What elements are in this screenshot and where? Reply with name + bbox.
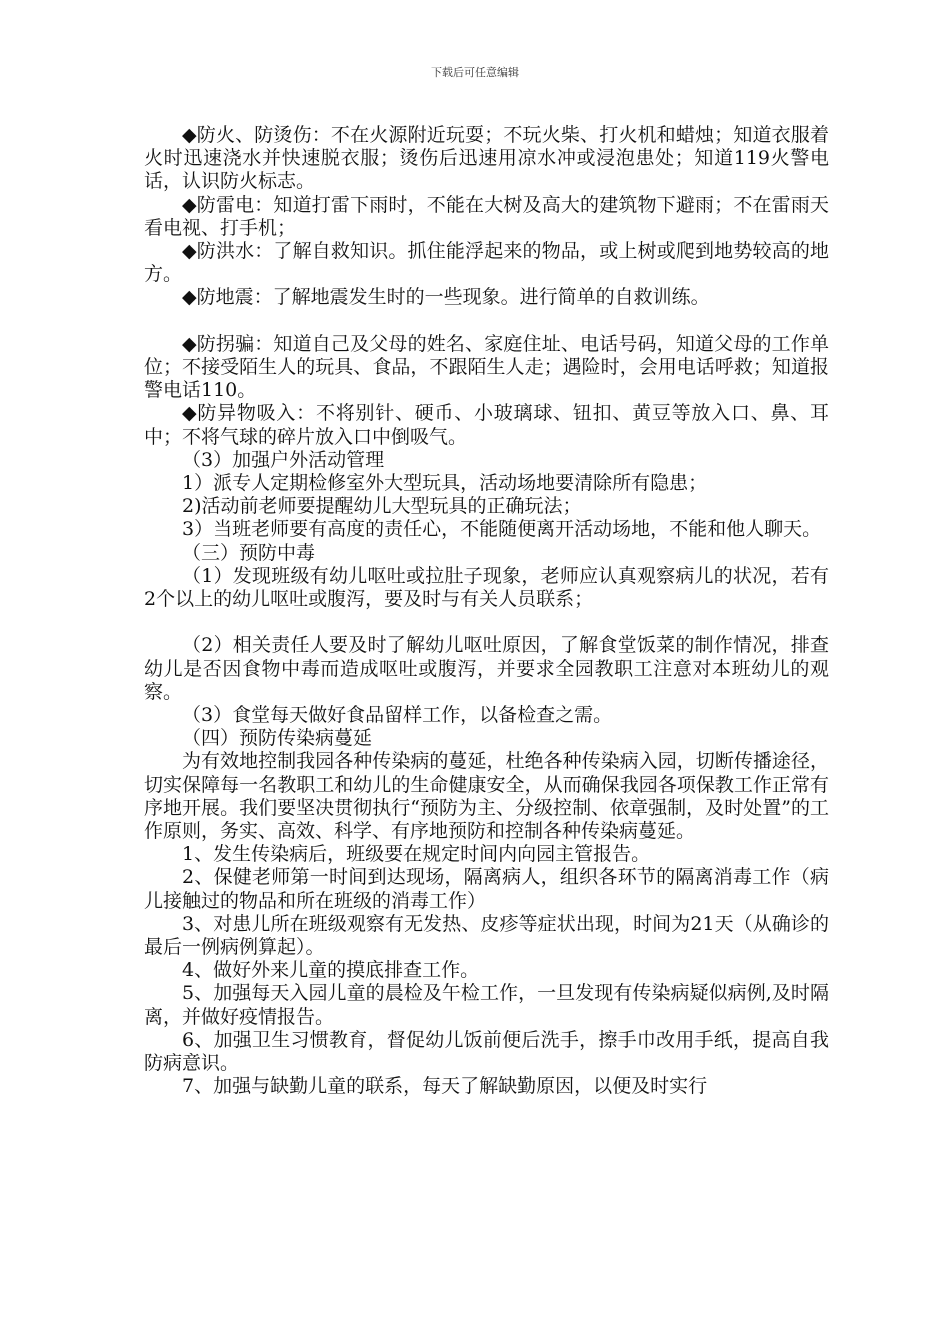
paragraph-poison-3: （3）食堂每天做好食品留样工作，以备检查之需。 [182, 704, 613, 727]
paragraph-earthquake-safety: ◆防地震：了解地震发生时的一些现象。进行简单的自救训练。 [182, 286, 710, 309]
paragraph-fire-safety: ◆防火、防烫伤：不在火源附近玩耍；不玩火柴、打火机和蜡烛；知道衣服着火时迅速浇水并快速脱衣服；烫伤后迅速用凉水冲或浸泡患处；知道119火警电话，认识防火标志。 [144, 124, 829, 193]
paragraph-disease-5: 5、加强每天入园儿童的晨检及午检工作，一旦发现有传染病疑似病例,及时隔离，并做好疫情报告。 [144, 982, 829, 1028]
heading-infectious-disease: （四）预防传染病蔓延 [182, 727, 373, 750]
paragraph-disease-7: 7、加强与缺勤儿童的联系，每天了解缺勤原因，以便及时实行 [182, 1075, 708, 1098]
paragraph-flood-safety: ◆防洪水：了解自救知识。抓住能浮起来的物品，或上树或爬到地势较高的地方。 [144, 240, 829, 286]
paragraph-outdoor-1: 1）派专人定期检修室外大型玩具，活动场地要清除所有隐患； [182, 472, 708, 495]
paragraph-poison-1: （1）发现班级有幼儿呕吐或拉肚子现象，老师应认真观察病儿的状况，若有2个以上的幼儿呕吐或腹泻，要及时与有关人员联系； [144, 564, 829, 611]
paragraph-disease-2: 2、保健老师第一时间到达现场，隔离病人，组织各环节的隔离消毒工作（病儿接触过的物品和所在班级的消毒工作） [144, 866, 829, 912]
paragraph-poison-2: （2）相关责任人要及时了解幼儿呕吐原因，了解食堂饭菜的制作情况，排查幼儿是否因食物中毒而造成呕吐或腹泻，并要求全园教职工注意对本班幼儿的观察。 [144, 634, 829, 703]
paragraph-disease-1: 1、发生传染病后，班级要在规定时间内向园主管报告。 [182, 843, 651, 866]
heading-poison-prevention: （三）预防中毒 [182, 541, 316, 564]
paragraph-anti-abduction: ◆防拐骗：知道自己及父母的姓名、家庭住址、电话号码，知道父母的工作单位；不接受陌生人的玩具、食品，不跟陌生人走；遇险时，会用电话呼救；知道报警电话110。 [144, 332, 829, 402]
paragraph-disease-3: 3、对患儿所在班级观察有无发热、皮疹等症状出现，时间为21天（从确诊的最后一例病例算起）。 [144, 912, 829, 959]
paragraph-outdoor-2: 2)活动前老师要提醒幼儿大型玩具的正确玩法； [182, 495, 582, 518]
document-body [144, 124, 829, 1099]
heading-outdoor-activity: （3）加强户外活动管理 [182, 448, 385, 471]
paragraph-disease-6: 6、加强卫生习惯教育，督促幼儿饭前便后洗手，擦手巾改用手纸，提高自我防病意识。 [144, 1028, 829, 1075]
paragraph-foreign-object: ◆防异物吸入：不将别针、硬币、小玻璃球、钮扣、黄豆等放入口、鼻、耳中；不将气球的碎片放入口中倒吸气。 [144, 402, 829, 448]
paragraph-lightning-safety: ◆防雷电：知道打雷下雨时，不能在大树及高大的建筑物下避雨；不在雷雨天看电视、打手机； [144, 193, 829, 239]
paragraph-disease-4: 4、做好外来儿童的摸底排查工作。 [182, 959, 480, 982]
page-header: 下载后可任意编辑 [431, 66, 519, 79]
blank-line [144, 611, 829, 634]
paragraph-outdoor-3: 3）当班老师要有高度的责任心，不能随便离开活动场地，不能和他人聊天。 [182, 518, 822, 541]
paragraph-disease-intro: 为有效地控制我园各种传染病的蔓延，杜绝各种传染病入园，切断传播途径，切实保障每一名教职工和幼儿的生命健康安全，从而确保我园各项保教工作正常有序地开展。我们要坚决贯彻执行“预防为主、分级控制、依章强制，及时处置”的工作原则，务实、高效、科学、有序地预防和控制各种传染病蔓延。 [144, 750, 829, 843]
blank-line [144, 310, 829, 333]
